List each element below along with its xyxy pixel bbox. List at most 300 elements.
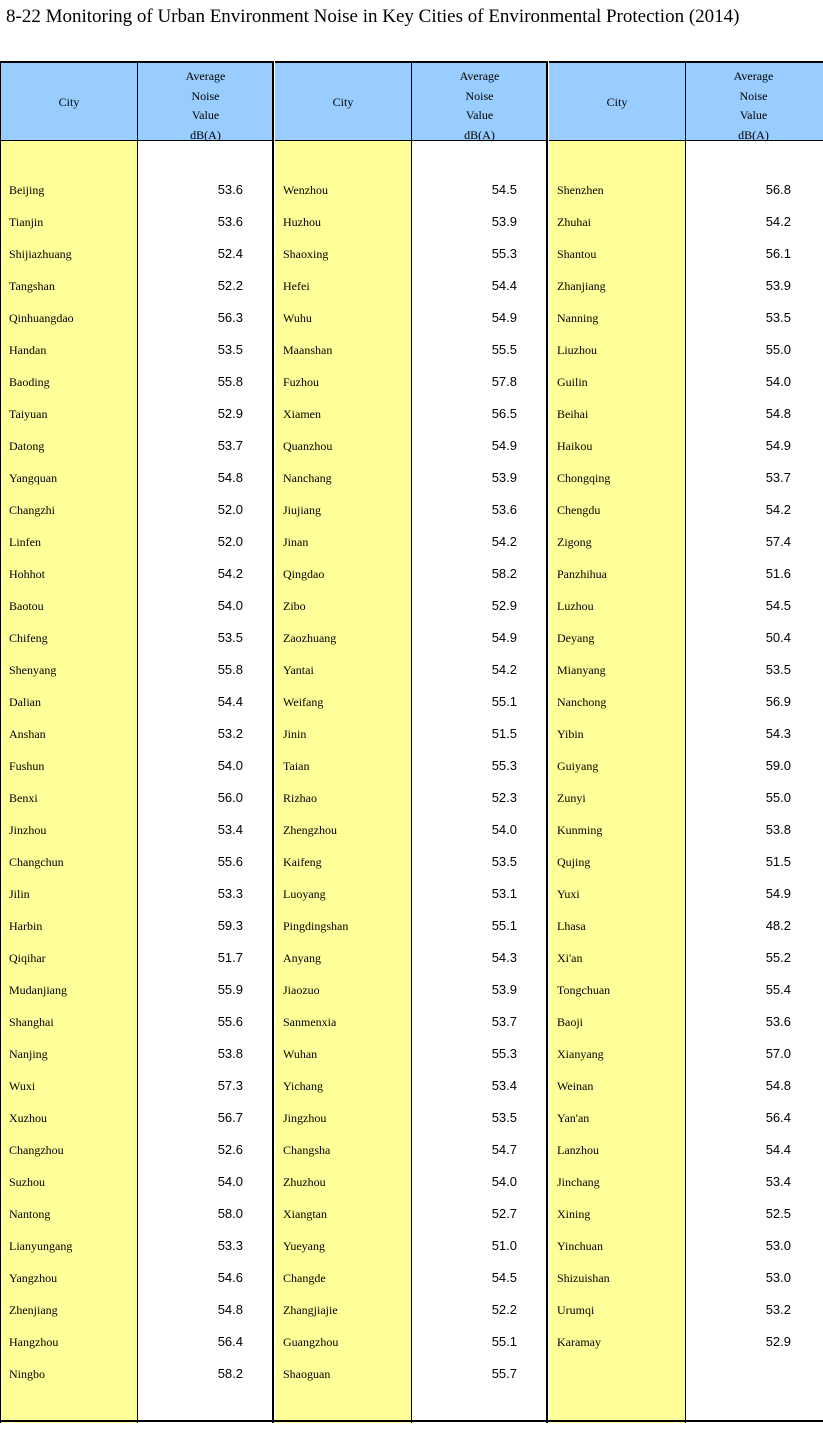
table-row bbox=[1, 1134, 273, 1166]
table-row bbox=[549, 526, 821, 558]
table-row bbox=[1, 654, 273, 686]
noise-value-cell: 54.6 bbox=[217, 1270, 243, 1285]
noise-value-cell: 56.7 bbox=[217, 1110, 243, 1125]
noise-value-cell: 54.0 bbox=[217, 758, 243, 773]
city-cell: Yangquan bbox=[9, 471, 58, 485]
noise-value-cell: 54.7 bbox=[491, 1142, 517, 1157]
noise-table bbox=[0, 61, 823, 1423]
noise-value-cell: 53.9 bbox=[491, 214, 517, 229]
table-row bbox=[1, 334, 273, 366]
city-cell: Baoji bbox=[557, 1015, 583, 1029]
noise-value-cell: 54.0 bbox=[217, 598, 243, 613]
noise-value-cell: 57.8 bbox=[491, 374, 517, 389]
value-header-line: Average bbox=[185, 69, 226, 83]
rows bbox=[275, 174, 547, 1390]
value-header-line: Value bbox=[739, 108, 768, 122]
table-row bbox=[549, 398, 821, 430]
noise-value-cell: 53.5 bbox=[765, 310, 791, 325]
table-row bbox=[275, 462, 547, 494]
city-cell: Haikou bbox=[557, 439, 593, 453]
value-header-line: dB(A) bbox=[190, 127, 221, 142]
noise-value-cell: 58.2 bbox=[491, 566, 517, 581]
noise-value-cell: 51.5 bbox=[765, 854, 791, 869]
table-row bbox=[275, 782, 547, 814]
noise-value-cell: 54.3 bbox=[491, 950, 517, 965]
noise-value-cell: 53.0 bbox=[765, 1270, 791, 1285]
value-header-line: Value bbox=[465, 108, 494, 122]
city-cell: Beihai bbox=[557, 407, 589, 421]
city-cell: Wuhu bbox=[283, 311, 312, 325]
city-cell: Qinhuangdao bbox=[9, 311, 74, 325]
value-header-line: dB(A) bbox=[464, 127, 495, 142]
table-row bbox=[549, 174, 821, 206]
noise-value-cell: 53.7 bbox=[765, 470, 791, 485]
panel-right-border bbox=[546, 61, 548, 1423]
table-row bbox=[549, 1070, 821, 1102]
table-row bbox=[1, 526, 273, 558]
city-cell: Tianjin bbox=[9, 215, 44, 229]
city-cell: Yan'an bbox=[557, 1111, 590, 1125]
noise-value-cell: 56.1 bbox=[765, 246, 791, 261]
city-cell: Xianyang bbox=[557, 1047, 604, 1061]
table-row bbox=[549, 366, 821, 398]
value-header-line: Average bbox=[459, 69, 500, 83]
city-cell: Zigong bbox=[557, 535, 592, 549]
table-row bbox=[1, 910, 273, 942]
city-cell: Guangzhou bbox=[283, 1335, 339, 1349]
city-cell: Zibo bbox=[283, 599, 306, 613]
table-row bbox=[1, 270, 273, 302]
city-cell: Quanzhou bbox=[283, 439, 333, 453]
city-cell: Shaoxing bbox=[283, 247, 329, 261]
table-row bbox=[549, 1102, 821, 1134]
noise-value-cell: 57.0 bbox=[765, 1046, 791, 1061]
table-row bbox=[275, 1006, 547, 1038]
noise-value-cell: 54.2 bbox=[491, 534, 517, 549]
city-cell: Tongchuan bbox=[557, 983, 611, 997]
city-cell: Changde bbox=[283, 1271, 326, 1285]
value-header-line: Noise bbox=[465, 88, 494, 103]
noise-value-cell: 56.5 bbox=[491, 406, 517, 421]
value-header-line: Average bbox=[733, 69, 774, 83]
table-row bbox=[549, 878, 821, 910]
table-row bbox=[549, 1134, 821, 1166]
city-cell: Yueyang bbox=[283, 1239, 325, 1253]
city-cell: Kaifeng bbox=[283, 855, 322, 869]
table-row bbox=[275, 430, 547, 462]
noise-value-cell: 53.9 bbox=[765, 278, 791, 293]
city-cell: Zhuhai bbox=[557, 215, 591, 229]
value-header bbox=[138, 67, 273, 145]
noise-value-cell: 55.7 bbox=[491, 1366, 517, 1381]
noise-value-cell: 56.4 bbox=[217, 1334, 243, 1349]
city-cell: Nanchang bbox=[283, 471, 332, 485]
column-header bbox=[549, 61, 823, 141]
table-row bbox=[1, 1262, 273, 1294]
table-row bbox=[275, 590, 547, 622]
noise-value-cell: 53.6 bbox=[217, 182, 243, 197]
city-cell: Changsha bbox=[283, 1143, 331, 1157]
city-cell: Changzhou bbox=[9, 1143, 64, 1157]
city-cell: Luoyang bbox=[283, 887, 326, 901]
table-row bbox=[275, 974, 547, 1006]
noise-value-cell: 54.0 bbox=[491, 1174, 517, 1189]
noise-value-cell: 53.1 bbox=[491, 886, 517, 901]
city-cell: Handan bbox=[9, 343, 47, 357]
table-row bbox=[549, 782, 821, 814]
noise-value-cell: 56.4 bbox=[765, 1110, 791, 1125]
noise-value-cell: 55.1 bbox=[491, 694, 517, 709]
table-row bbox=[549, 462, 821, 494]
noise-value-cell: 54.4 bbox=[491, 278, 517, 293]
city-cell: Guiyang bbox=[557, 759, 599, 773]
city-cell: Taiyuan bbox=[9, 407, 48, 421]
table-row bbox=[275, 750, 547, 782]
city-cell: Chongqing bbox=[557, 471, 611, 485]
city-cell: Xi'an bbox=[557, 951, 583, 965]
table-row bbox=[549, 1166, 821, 1198]
table-row bbox=[1, 1038, 273, 1070]
table-row bbox=[1, 366, 273, 398]
noise-value-cell: 59.3 bbox=[217, 918, 243, 933]
noise-value-cell: 55.8 bbox=[217, 662, 243, 677]
noise-value-cell: 54.5 bbox=[491, 182, 517, 197]
table-row bbox=[549, 654, 821, 686]
noise-value-cell: 56.0 bbox=[217, 790, 243, 805]
table-row bbox=[549, 1294, 821, 1326]
table-row bbox=[549, 1262, 821, 1294]
noise-value-cell: 55.0 bbox=[765, 790, 791, 805]
table-row bbox=[1, 814, 273, 846]
noise-value-cell: 57.3 bbox=[217, 1078, 243, 1093]
city-cell: Fushun bbox=[9, 759, 45, 773]
city-cell: Suzhou bbox=[9, 1175, 45, 1189]
city-cell: Maanshan bbox=[283, 343, 333, 357]
noise-value-cell: 55.1 bbox=[491, 1334, 517, 1349]
column-header bbox=[1, 61, 273, 141]
noise-value-cell: 54.2 bbox=[217, 566, 243, 581]
table-row bbox=[549, 974, 821, 1006]
noise-value-cell: 56.9 bbox=[765, 694, 791, 709]
city-cell: Anshan bbox=[9, 727, 46, 741]
table-row bbox=[549, 718, 821, 750]
noise-value-cell: 55.0 bbox=[765, 342, 791, 357]
table-row bbox=[275, 174, 547, 206]
table-row bbox=[275, 206, 547, 238]
table-row bbox=[1, 302, 273, 334]
table-row bbox=[549, 942, 821, 974]
noise-value-cell: 54.5 bbox=[765, 598, 791, 613]
city-cell: Linfen bbox=[9, 535, 41, 549]
rows bbox=[1, 174, 273, 1390]
city-cell: Xiamen bbox=[283, 407, 321, 421]
noise-value-cell: 53.7 bbox=[217, 438, 243, 453]
city-cell: Mianyang bbox=[557, 663, 606, 677]
city-cell: Shenyang bbox=[9, 663, 57, 677]
noise-value-cell: 51.5 bbox=[491, 726, 517, 741]
column-header bbox=[275, 61, 547, 141]
noise-value-cell: 55.4 bbox=[765, 982, 791, 997]
table-row bbox=[275, 878, 547, 910]
city-cell: Changchun bbox=[9, 855, 64, 869]
table-row bbox=[1, 206, 273, 238]
noise-value-cell: 52.5 bbox=[765, 1206, 791, 1221]
noise-value-cell: 53.5 bbox=[491, 1110, 517, 1125]
noise-value-cell: 52.4 bbox=[217, 246, 243, 261]
table-row bbox=[1, 622, 273, 654]
city-cell: Lanzhou bbox=[557, 1143, 599, 1157]
noise-value-cell: 51.0 bbox=[491, 1238, 517, 1253]
table-row bbox=[275, 1134, 547, 1166]
table-row bbox=[549, 430, 821, 462]
city-cell: Yantai bbox=[283, 663, 314, 677]
table-row bbox=[275, 622, 547, 654]
city-cell: Shaoguan bbox=[283, 1367, 331, 1381]
noise-value-cell: 48.2 bbox=[765, 918, 791, 933]
city-cell: Chengdu bbox=[557, 503, 601, 517]
noise-value-cell: 55.1 bbox=[491, 918, 517, 933]
page-title: 8-22 Monitoring of Urban Environment Noise in Key Cities of Environmental Protection (2014) bbox=[6, 6, 740, 27]
noise-value-cell: 53.4 bbox=[765, 1174, 791, 1189]
city-cell: Shanghai bbox=[9, 1015, 54, 1029]
city-cell: Mudanjiang bbox=[9, 983, 67, 997]
city-cell: Kunming bbox=[557, 823, 603, 837]
noise-value-cell: 55.3 bbox=[491, 1046, 517, 1061]
table-row bbox=[549, 302, 821, 334]
table-row bbox=[549, 558, 821, 590]
noise-value-cell: 54.8 bbox=[765, 1078, 791, 1093]
city-cell: Karamay bbox=[557, 1335, 601, 1349]
table-row bbox=[1, 878, 273, 910]
table-row bbox=[1, 1358, 273, 1390]
noise-value-cell: 53.3 bbox=[217, 1238, 243, 1253]
city-cell: Xuzhou bbox=[9, 1111, 47, 1125]
city-cell: Yuxi bbox=[557, 887, 580, 901]
noise-value-cell: 52.2 bbox=[491, 1302, 517, 1317]
table-row bbox=[275, 1198, 547, 1230]
table-row bbox=[275, 270, 547, 302]
noise-value-cell: 54.8 bbox=[217, 470, 243, 485]
table-row bbox=[1, 174, 273, 206]
city-cell: Deyang bbox=[557, 631, 595, 645]
noise-value-cell: 53.7 bbox=[491, 1014, 517, 1029]
table-row bbox=[275, 814, 547, 846]
value-header-line: Noise bbox=[739, 88, 768, 103]
table-row bbox=[275, 1262, 547, 1294]
table-row bbox=[549, 910, 821, 942]
noise-value-cell: 53.6 bbox=[217, 214, 243, 229]
noise-value-cell: 54.5 bbox=[491, 1270, 517, 1285]
noise-value-cell: 53.2 bbox=[765, 1302, 791, 1317]
city-cell: Anyang bbox=[283, 951, 321, 965]
city-cell: Sanmenxia bbox=[283, 1015, 337, 1029]
noise-value-cell: 54.8 bbox=[217, 1302, 243, 1317]
noise-value-cell: 53.5 bbox=[217, 342, 243, 357]
table-row bbox=[275, 1102, 547, 1134]
noise-value-cell: 52.9 bbox=[491, 598, 517, 613]
city-cell: Lianyungang bbox=[9, 1239, 73, 1253]
city-cell: Zaozhuang bbox=[283, 631, 337, 645]
table-row bbox=[275, 1070, 547, 1102]
city-header: City bbox=[606, 95, 628, 109]
city-cell: Qingdao bbox=[283, 567, 325, 581]
panel-right-border bbox=[272, 61, 274, 1423]
city-cell: Zhangjiajie bbox=[283, 1303, 338, 1317]
noise-value-cell: 53.3 bbox=[217, 886, 243, 901]
table-row bbox=[275, 334, 547, 366]
value-header-line: dB(A) bbox=[738, 127, 769, 142]
city-cell: Baoding bbox=[9, 375, 50, 389]
table-row bbox=[275, 1166, 547, 1198]
city-cell: Huzhou bbox=[283, 215, 321, 229]
city-cell: Nantong bbox=[9, 1207, 51, 1221]
city-cell: Baotou bbox=[9, 599, 44, 613]
table-row bbox=[1, 974, 273, 1006]
table-row bbox=[1, 846, 273, 878]
table-row bbox=[549, 1038, 821, 1070]
table-panel-2 bbox=[275, 61, 548, 1423]
table-row bbox=[275, 846, 547, 878]
table-row bbox=[275, 366, 547, 398]
city-cell: Yibin bbox=[557, 727, 584, 741]
city-cell: Dalian bbox=[9, 695, 41, 709]
table-row bbox=[275, 1294, 547, 1326]
table-row bbox=[1, 1006, 273, 1038]
city-cell: Hangzhou bbox=[9, 1335, 59, 1349]
table-row bbox=[1, 398, 273, 430]
city-cell: Jinan bbox=[283, 535, 309, 549]
noise-value-cell: 53.8 bbox=[217, 1046, 243, 1061]
city-cell: Shantou bbox=[557, 247, 597, 261]
table-row bbox=[549, 1326, 821, 1358]
table-panel-1 bbox=[1, 61, 274, 1423]
noise-value-cell: 52.2 bbox=[217, 278, 243, 293]
table-row bbox=[275, 302, 547, 334]
city-cell: Urumqi bbox=[557, 1303, 595, 1317]
noise-value-cell: 55.5 bbox=[491, 342, 517, 357]
noise-value-cell: 50.4 bbox=[765, 630, 791, 645]
table-row bbox=[275, 1358, 547, 1390]
noise-value-cell: 52.0 bbox=[217, 502, 243, 517]
noise-value-cell: 55.3 bbox=[491, 758, 517, 773]
table-row bbox=[275, 1326, 547, 1358]
city-cell: Nanjing bbox=[9, 1047, 48, 1061]
table-row bbox=[275, 494, 547, 526]
city-cell: Changzhi bbox=[9, 503, 55, 517]
table-row bbox=[1, 462, 273, 494]
city-cell: Qujing bbox=[557, 855, 591, 869]
noise-value-cell: 53.6 bbox=[491, 502, 517, 517]
noise-value-cell: 57.4 bbox=[765, 534, 791, 549]
table-row bbox=[549, 814, 821, 846]
city-cell: Ningbo bbox=[9, 1367, 45, 1381]
city-cell: Tangshan bbox=[9, 279, 55, 293]
table-row bbox=[275, 1230, 547, 1262]
city-cell: Zhuzhou bbox=[283, 1175, 326, 1189]
table-row bbox=[549, 846, 821, 878]
noise-value-cell: 52.9 bbox=[217, 406, 243, 421]
noise-value-cell: 53.5 bbox=[217, 630, 243, 645]
city-cell: Guilin bbox=[557, 375, 588, 389]
city-cell: Jinin bbox=[283, 727, 307, 741]
table-row bbox=[549, 750, 821, 782]
table-row bbox=[1, 782, 273, 814]
table-row bbox=[1, 1102, 273, 1134]
city-cell: Liuzhou bbox=[557, 343, 597, 357]
table-row bbox=[1, 718, 273, 750]
table-row bbox=[1, 1294, 273, 1326]
noise-value-cell: 54.4 bbox=[765, 1142, 791, 1157]
city-cell: Qiqihar bbox=[9, 951, 46, 965]
city-cell: Xiangtan bbox=[283, 1207, 327, 1221]
value-header bbox=[412, 67, 547, 145]
noise-value-cell: 58.2 bbox=[217, 1366, 243, 1381]
city-cell: Luzhou bbox=[557, 599, 594, 613]
city-cell: Jiaozuo bbox=[283, 983, 320, 997]
city-cell: Harbin bbox=[9, 919, 43, 933]
noise-value-cell: 51.6 bbox=[765, 566, 791, 581]
city-cell: Shizuishan bbox=[557, 1271, 610, 1285]
noise-value-cell: 53.6 bbox=[765, 1014, 791, 1029]
noise-value-cell: 54.2 bbox=[491, 662, 517, 677]
table-row bbox=[275, 558, 547, 590]
city-cell: Xining bbox=[557, 1207, 591, 1221]
city-cell: Weinan bbox=[557, 1079, 594, 1093]
city-cell: Zhenjiang bbox=[9, 1303, 58, 1317]
table-row bbox=[275, 398, 547, 430]
noise-value-cell: 53.9 bbox=[491, 470, 517, 485]
table-row bbox=[549, 686, 821, 718]
city-cell: Rizhao bbox=[283, 791, 317, 805]
value-header-line: Value bbox=[191, 108, 220, 122]
table-row bbox=[549, 494, 821, 526]
city-cell: Hefei bbox=[283, 279, 310, 293]
city-cell: Yinchuan bbox=[557, 1239, 603, 1253]
table-row bbox=[1, 686, 273, 718]
city-cell: Zhanjiang bbox=[557, 279, 606, 293]
table-row bbox=[275, 718, 547, 750]
noise-value-cell: 58.0 bbox=[217, 1206, 243, 1221]
city-header: City bbox=[332, 95, 354, 109]
noise-value-cell: 53.5 bbox=[765, 662, 791, 677]
table-row bbox=[1, 1070, 273, 1102]
noise-value-cell: 55.6 bbox=[217, 854, 243, 869]
table-row bbox=[549, 238, 821, 270]
table-row bbox=[1, 942, 273, 974]
city-cell: Jinzhou bbox=[9, 823, 47, 837]
table-row bbox=[1, 1230, 273, 1262]
table-row bbox=[549, 1006, 821, 1038]
table-row bbox=[1, 430, 273, 462]
noise-value-cell: 53.4 bbox=[217, 822, 243, 837]
city-cell: Taian bbox=[283, 759, 310, 773]
noise-value-cell: 54.2 bbox=[765, 502, 791, 517]
noise-value-cell: 51.7 bbox=[217, 950, 243, 965]
table-row bbox=[549, 590, 821, 622]
city-cell: Pingdingshan bbox=[283, 919, 349, 933]
city-cell: Fuzhou bbox=[283, 375, 319, 389]
city-cell: Datong bbox=[9, 439, 45, 453]
city-cell: Jingzhou bbox=[283, 1111, 327, 1125]
noise-value-cell: 52.7 bbox=[491, 1206, 517, 1221]
noise-value-cell: 53.0 bbox=[765, 1238, 791, 1253]
noise-value-cell: 55.8 bbox=[217, 374, 243, 389]
rows bbox=[549, 174, 821, 1358]
noise-value-cell: 55.6 bbox=[217, 1014, 243, 1029]
table-panel-3 bbox=[549, 61, 823, 1423]
noise-value-cell: 56.8 bbox=[765, 182, 791, 197]
noise-value-cell: 53.9 bbox=[491, 982, 517, 997]
